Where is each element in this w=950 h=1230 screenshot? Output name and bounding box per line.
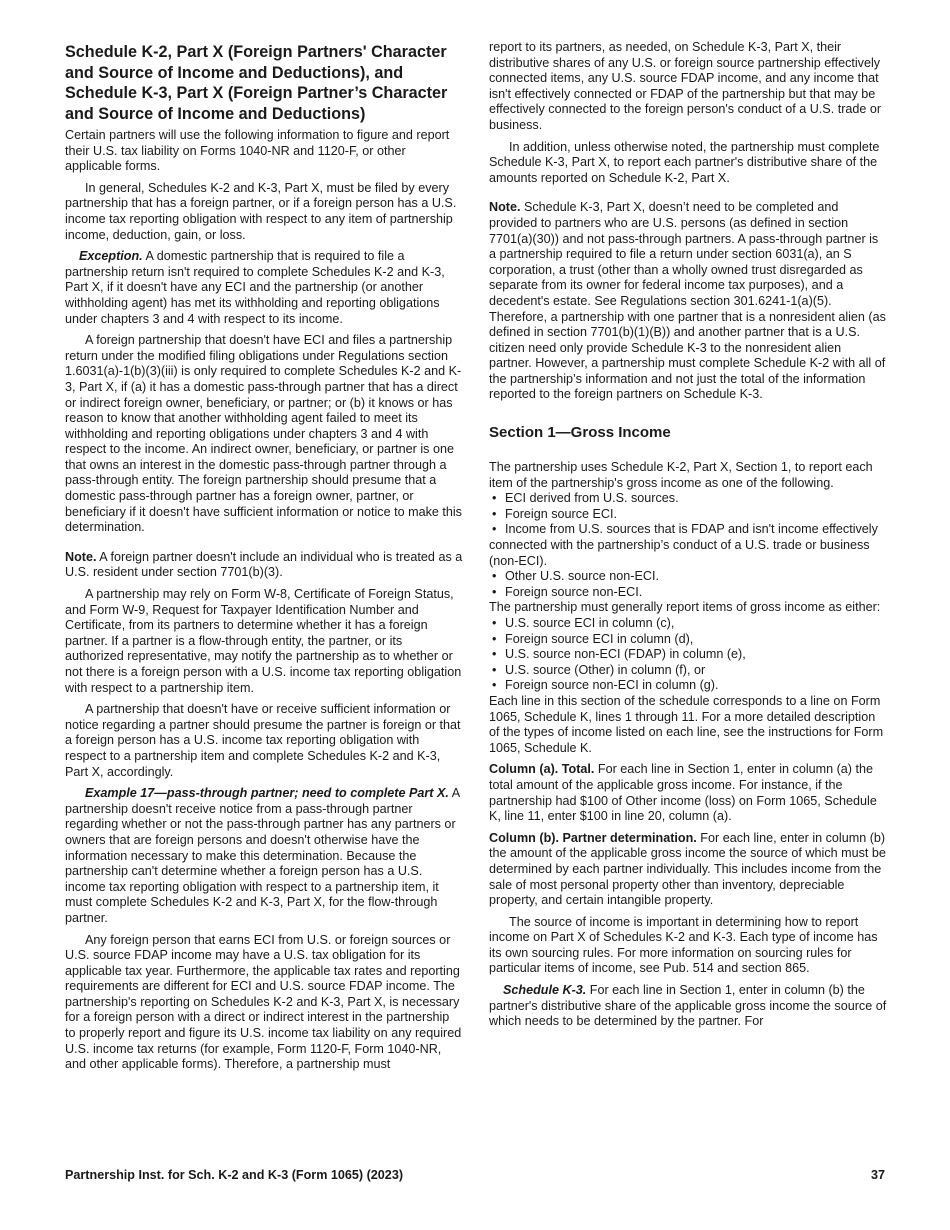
- paragraph-text: A partnership doesn't receive notice from a pass-through partner regarding whether or not the pass-through partner has any partners or owners that are foreign persons and doesn't otherwise have the information necessary to make this determination. Because the partnership can't determine whether a foreign person has a U.S. income tax reporting obligation with respect to a partnership item, it must complete Schedules K-2 and K-3, Part X, for the flow-through partner.: [65, 786, 460, 925]
- list-item: • U.S. source non-ECI (FDAP) in column (e),: [489, 647, 887, 663]
- paragraph: The partnership must generally report items of gross income as either:: [489, 600, 881, 615]
- note-paragraph: [489, 200, 887, 403]
- note-paragraph: [65, 550, 463, 581]
- page-number: 37: [870, 1168, 885, 1182]
- paragraph: In addition, unless otherwise noted, the partnership must complete Schedule K-3, Part X, to report each partner's distributive share of the amounts reported on Schedule K-2, Part X.: [489, 139, 880, 185]
- paragraph: A foreign partnership that doesn't have ECI and files a partnership return under the modified filing obligations under Regulations section 1.6031(a)-1(b)(3)(iii) is only required to complete Schedules K-2 and K-3, Part X, if (a) it has a domestic pass-through partner that has a direct or indirect foreign owner, beneficiary, or partner; or (b) it knows or has reason to know that another withholding agent failed to meet its withholding and reporting obligations under chapters 3 and 4 with respect to the income. An indirect owner, beneficiary, or partner is one that owns an interest in the domestic pass-through partner through a pass-through entity. The foreign partnership should presume that a domestic pass-through partner has a foreign owner, partner, or beneficiary if it doesn't have sufficient information or notice to make this determination.: [65, 333, 462, 535]
- paragraph-text: For each line in Section 1, enter in column (a) the total amount of the applicable gross income. For instance, if the partnership had $100 of Other income (loss) on Form 1065, Schedule K, line 11, enter $100 in line 20, column (a).: [489, 762, 877, 824]
- note-label: Note.: [65, 549, 97, 564]
- bullet-list: [489, 491, 887, 600]
- list-item: • Foreign source ECI.: [489, 507, 887, 523]
- run-in-heading: Column (a). Total.: [489, 762, 595, 777]
- left-column: [65, 40, 463, 1079]
- bullet-list: [489, 616, 887, 694]
- footer-title: Partnership Inst. for Sch. K-2 and K-3 (Form 1065) (2023): [65, 1168, 404, 1182]
- section-heading: Section 1—Gross Income: [489, 424, 671, 442]
- paragraph: In general, Schedules K-2 and K-3, Part X, must be filed by every partnership that has a foreign partner, or if a foreign person has a U.S. income tax reporting obligation with respect to any item of partnership income, deduction, gain, or loss.: [65, 180, 457, 242]
- paragraph: Each line in this section of the schedule corresponds to a line on Form 1065, Schedule K, lines 1 through 11. For a more detailed description of the types of income listed on each line, see the instructions for Form 1065, Schedule K.: [489, 693, 884, 755]
- paragraph: report to its partners, as needed, on Schedule K-3, Part X, their distributive shares of any U.S. or foreign source partnership effectively connected items, any U.S. source FDAP income, and any income that isn't effectively connected or FDAP of the partnership but that may be effectively connected to the foreign person's conduct of a U.S. trade or business.: [489, 40, 882, 132]
- example-paragraph: [65, 786, 463, 926]
- run-in-heading: Exception.: [79, 249, 143, 264]
- note-label: Note.: [489, 200, 521, 215]
- paragraph: Certain partners will use the following information to figure and report their U.S. tax liability on Forms 1040-NR and 1120-F, or other applicable forms.: [65, 128, 450, 174]
- paragraph: A partnership that doesn't have or receive sufficient information or notice regarding a partner should presume the partner is foreign or that a foreign person has a U.S. income tax reporting obligation with respect to a partnership item and complete Schedules K-2 and K-3, Part X, accordingly.: [65, 702, 461, 779]
- list-item: • ECI derived from U.S. sources.: [489, 491, 887, 507]
- run-in-heading: Example 17—pass-through partner; need to complete Part X.: [85, 786, 449, 801]
- list-item: • Foreign source ECI in column (d),: [489, 632, 887, 648]
- list-item: • Other U.S. source non-ECI.: [489, 569, 887, 585]
- paragraph: Any foreign person that earns ECI from U.S. or foreign sources or U.S. source FDAP income may have a U.S. tax obligation for its applicable tax year. Furthermore, the applicable tax rates and reporting requirements are different for ECI and U.S. source FDAP income. The partnership's reporting on Schedules K-2 and K-3, Part X, is necessary for a foreign person with a direct or indirect interest in the partnership to properly report and figure its U.S. income tax liability on any required U.S. income tax returns (for example, Form 1120-F, Form 1040-NR, and other applicable forms). Therefore, a partnership must: [65, 932, 462, 1072]
- paragraph: The source of income is important in determining how to report income on Part X of Schedules K-2 and K-3. Each type of income has its own sourcing rules. For more information on sourcing rules for particular items of income, see Pub. 514 and section 865.: [489, 914, 878, 976]
- column-b-paragraph: [489, 831, 887, 909]
- paragraph: The partnership uses Schedule K-2, Part X, Section 1, to report each item of the partnership's gross income as one of the following.: [489, 460, 873, 490]
- column-a-paragraph: [489, 762, 887, 824]
- right-column: [489, 40, 887, 1036]
- paragraph-text: For each line, enter in column (b) the amount of the applicable gross income the source of which must be determined by each partner individually. This includes income from the sale of most personal property other than inventory, depreciable property, and certain intangible property.: [489, 830, 886, 908]
- paragraph-text: A foreign partner doesn't include an individual who is treated as a U.S. resident under section 7701(b)(3).: [65, 549, 463, 580]
- exception-paragraph: [65, 249, 463, 327]
- paragraph-text: A domestic partnership that is required to file a partnership return isn't required to complete Schedules K-2 and K-3, Part X, if it doesn't have any ECI and the partnership (or another withholding agent) has met its withholding and reporting obligations under chapters 3 and 4 with respect to its income.: [65, 249, 445, 326]
- paragraph: A partnership may rely on Form W-8, Certificate of Foreign Status, and Form W-9, Request for Taxpayer Identification Number and Certificate, from its partners to determine whether it has a foreign partner. If a partner is a flow-through entity, the partner, or its authorized representative, may notify the partnership as to whether or not there is a foreign person with a U.S. income tax reporting obligation with respect to a partnership item.: [65, 587, 462, 695]
- paragraph-text: Schedule K-3, Part X, doesn’t need to be completed and provided to partners who are U.S. persons (as defined in section 7701(a)(30)) and not pass-through partners. A pass-through partner is a partnership required to file a return under section 6031(a), an S corporation, a trust (other than a wholly owned trust disregarded as separate from its owner for federal income tax purposes), and a decedent's estate. See Regulations section 301.6241-1(a)(5). Therefore, a partnership with one partner that is a nonresident alien (as defined in section 7701(b)(1)(B)) and another partner that is a U.S. citizen need only provide Schedule K-3 to the nonresident alien partner. However, a partnership must complete Schedule K-2 with all of the partnership’s information and not just the total of the information reported to the foreign partners on Schedule K-3.: [489, 200, 886, 402]
- list-item: • Foreign source non-ECI.: [489, 585, 887, 601]
- list-item: • U.S. source (Other) in column (f), or: [489, 663, 887, 679]
- run-in-heading: Column (b). Partner determination.: [489, 830, 697, 845]
- list-item: • Foreign source non-ECI in column (g).: [489, 678, 887, 694]
- schedule-k3-paragraph: [489, 983, 887, 1030]
- run-in-heading: Schedule K-3.: [503, 983, 587, 998]
- paragraph-text: For each line in Section 1, enter in column (b) the partner's distributive share of the applicable gross income the source of which needs to be determined by the partner. For: [489, 983, 887, 1029]
- section-heading: Schedule K-2, Part X (Foreign Partners' Character and Source of Income and Deductions), and Schedule K-3, Part X (Foreign Partner’s Character and Source of Income and Deductions): [65, 43, 448, 123]
- list-item: • U.S. source ECI in column (c),: [489, 616, 887, 632]
- list-item: • Income from U.S. sources that is FDAP and isn't income effectively connected with the partnership’s conduct of a U.S. trade or business (non-ECI).: [489, 522, 887, 569]
